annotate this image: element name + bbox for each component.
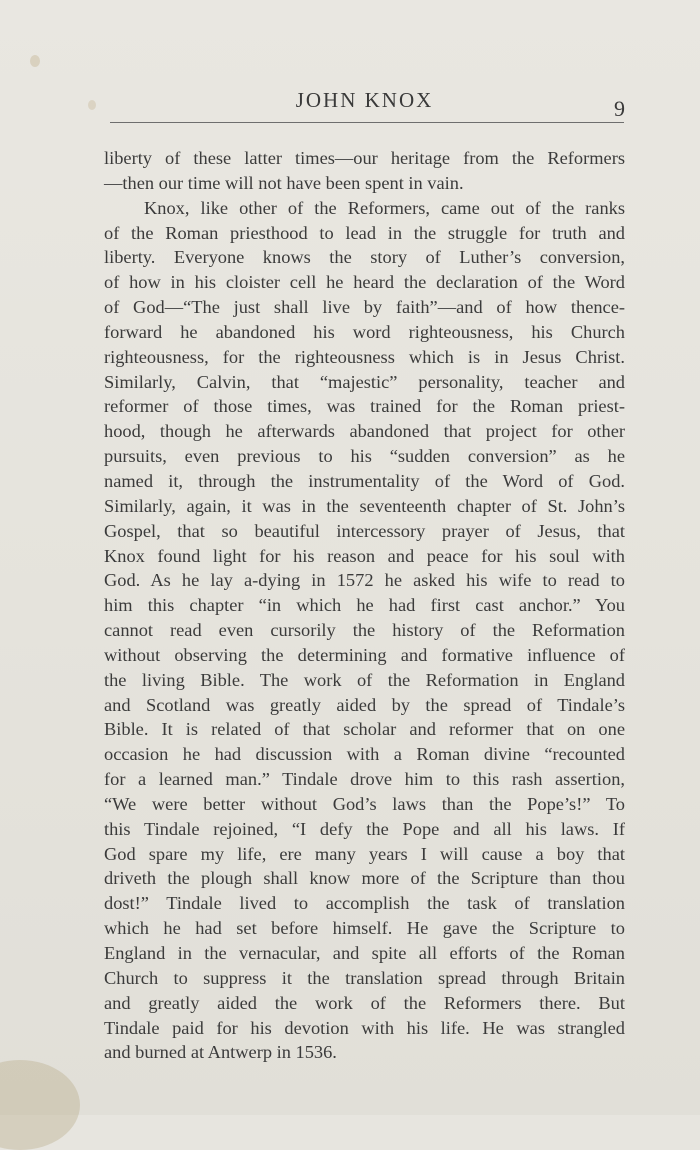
text-line: this Tindale rejoined, “I defy the Pope and all his laws. If [104,818,625,839]
text-line: cannot read even cursorily the history of the Reformation [104,620,625,641]
text-line: England in the vernacular, and spite all efforts of the Roman [104,943,625,963]
text-line: God spare my life, ere many years I will cause a boy that [104,843,625,864]
paper-stain [30,55,40,67]
text-line: which he had set before himself. He gave the Scripture to [104,918,625,939]
text-line: the living Bible. The work of the Reformation in England [104,669,625,690]
text-line: for a learned man.” Tindale drove him to this rash assertion, [104,769,625,790]
text-line: Similarly, Calvin, that “majestic” personality, teacher and [104,371,625,392]
text-line: named it, through the instrumentality of the Word of God. [104,470,625,491]
text-line: driveth the plough shall know more of the Scripture than thou [104,868,625,889]
text-line: and greatly aided the work of the Reformers there. But [104,992,625,1013]
text-line: Bible. It is related of that scholar and reformer that on one [104,719,625,740]
text-line: Church to suppress it the translation spread through Britain [104,967,625,988]
header-rule [110,122,624,123]
text-line: —then our time will not have been spent in vain. [104,172,464,193]
page-header [104,88,625,122]
text-line: of the Roman priesthood to lead in the struggle for truth and [104,222,625,243]
text-line: of God—“The just shall live by faith”—and of how thence- [104,297,625,318]
paper-stain [88,100,96,110]
text-line: Knox found light for his reason and peace for his soul with [104,545,625,566]
text-line: without observing the determining and formative influence of [104,644,625,665]
page-number: 9 [614,96,625,121]
text-line: of how in his cloister cell he heard the declaration of the Word [104,272,625,293]
text-line: him this chapter “in which he had first cast anchor.” You [104,595,625,616]
text-line: dost!” Tindale lived to accomplish the task of translation [104,893,625,914]
text-line: “We were better without God’s laws than the Pope’s!” To [104,793,625,814]
text-line: Knox, like other of the Reformers, came out of the ranks [144,197,625,218]
text-line: God. As he lay a-dying in 1572 he asked his wife to read to [104,570,625,591]
text-line: reformer of those times, was trained for the Roman priest- [104,396,625,417]
text-line: Gospel, that so beautiful intercessory prayer of Jesus, that [104,520,625,541]
text-line: liberty of these latter times—our heritage from the Reformers [104,148,625,168]
text-line: occasion he had discussion with a Roman divine “recounted [104,744,625,765]
text-line: Tindale paid for his devotion with his life. He was strangled [104,1017,625,1038]
body-text [104,146,625,1065]
text-line: and burned at Antwerp in 1536. [104,1042,337,1063]
text-line: liberty. Everyone knows the story of Luther’s conversion, [104,247,625,268]
text-line: Similarly, again, it was in the seventeenth chapter of St. John’s [104,495,625,516]
text-line: and Scotland was greatly aided by the spread of Tindale’s [104,694,625,715]
text-line: hood, though he afterwards abandoned that project for other [104,421,625,442]
running-title: JOHN KNOX [295,88,434,112]
page-corner-shadow [0,1060,80,1150]
text-line: pursuits, even previous to his “sudden conversion” as he [104,446,625,467]
text-line: forward he abandoned his word righteousness, his Church [104,321,625,342]
text-line: righteousness, for the righteousness which is in Jesus Christ. [104,346,625,367]
